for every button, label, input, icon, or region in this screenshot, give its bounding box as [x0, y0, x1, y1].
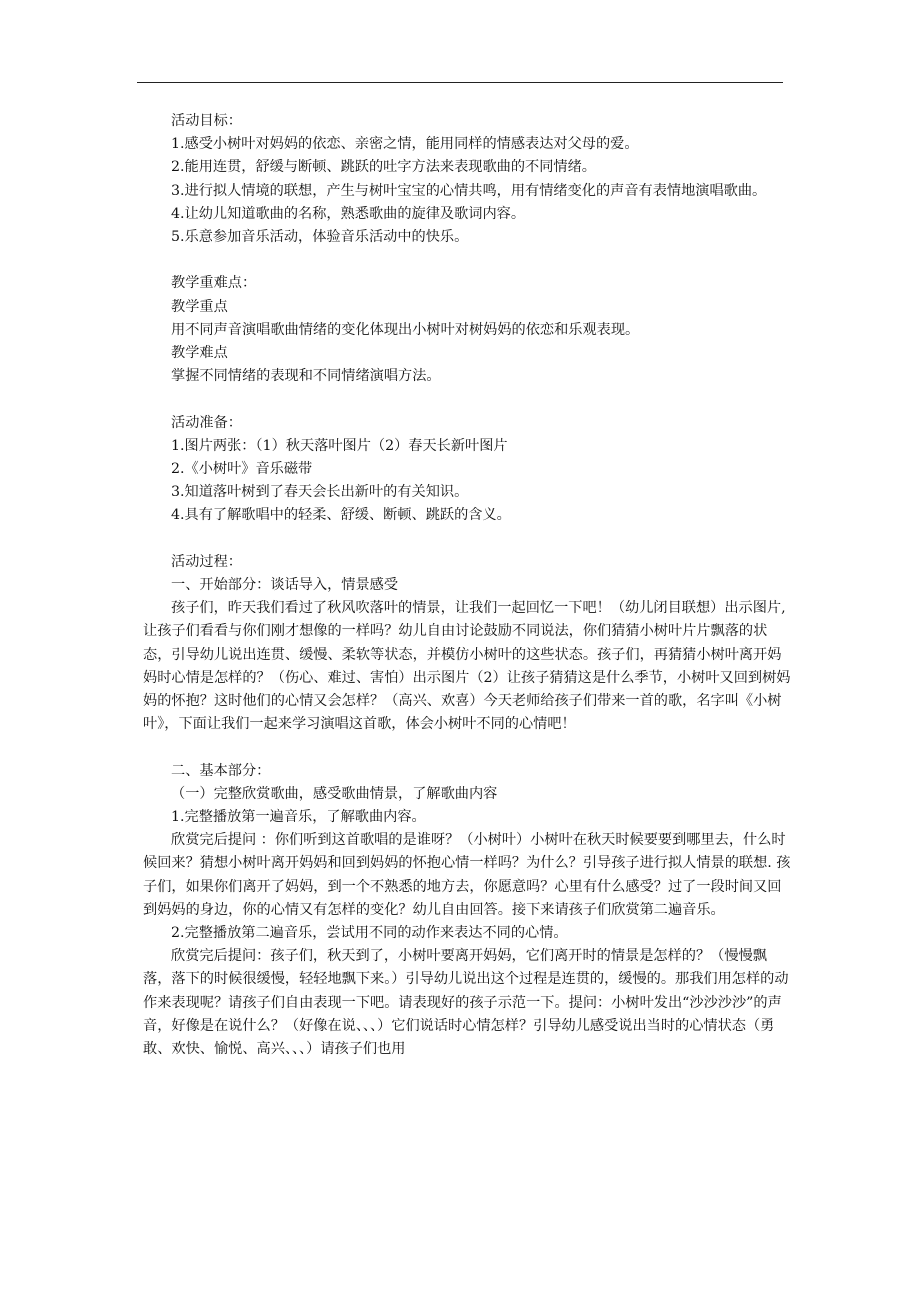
goal-item: 1.感受小树叶对妈妈的依恋、亲密之情，能用同样的情感表达对父母的爱。	[171, 136, 639, 153]
difficulty-text: 掌握不同情绪的表现和不同情绪演唱方法。	[171, 368, 441, 385]
sub1-heading: （一）完整欣赏歌曲，感受歌曲情景，了解歌曲内容	[171, 785, 498, 802]
difficulty-heading: 教学难点	[171, 345, 228, 362]
preparation-item: 1.图片两张：（1）秋天落叶图片（2）春天长新叶图片	[171, 437, 508, 454]
spacer	[143, 736, 791, 759]
goal-item: 2.能用连贯，舒缓与断顿、跳跃的吐字方法来表现歌曲的不同情绪。	[171, 159, 596, 176]
spacer	[143, 249, 791, 272]
goal-item: 4.让幼儿知道歌曲的名称，熟悉歌曲的旋律及歌词内容。	[171, 205, 526, 222]
goal-item: 5.乐意参加音乐活动，体验音乐活动中的快乐。	[171, 229, 469, 246]
document-body	[143, 110, 791, 1061]
step2-heading: 2.完整播放第二遍音乐，尝试用不同的动作来表达不同的心情。	[171, 925, 568, 942]
step1-text: 欣赏完后提问 ：你们听到这首歌唱的是谁呀？（小树叶）小树叶在秋天时候要要到哪里去，什么时候回来？猜想小树叶离开妈妈和回到妈妈的怀抱心情一样吗？为什么？引导孩子进行拟人情景的联想. 孩子们，如果你们离开了妈妈，到一个不熟悉的地方去，你愿意吗？心里有什么感受？过了一段时间又回到妈妈的身边，你的心情又有怎样的变化？幼儿自由回答。接下来请孩子们欣赏第二遍音乐。	[143, 832, 791, 918]
part1-heading: 一、开始部分：谈话导入，情景感受	[171, 577, 399, 594]
preparation-item: 4.具有了解歌唱中的轻柔、舒缓、断顿、跳跃的含义。	[171, 507, 511, 524]
spacer	[143, 388, 791, 411]
focus-text: 用不同声音演唱歌曲情绪的变化体现出小树叶对树妈妈的依恋和乐观表现。	[171, 321, 640, 338]
part1-text: 孩子们，昨天我们看过了秋风吹落叶的情景，让我们一起回忆一下吧！（幼儿闭目联想）出示图片,让孩子们看看与你们刚才想像的一样吗？幼儿自由讨论鼓励不同说法，你们猜猜小树叶片片飘落的状态，引导幼儿说出连贯、缓慢、柔软等状态，并模仿小树叶的这些状态。孩子们，再猜猜小树叶离开妈妈时心情是怎样的？（伤心、难过、害怕）出示图片（2）让孩子猜猜这是什么季节，小树叶又回到树妈妈的怀抱？这时他们的心情又会怎样？（高兴、欢喜）今天老师给孩子们带来一首的歌，名字叫《小树叶》，下面让我们一起来学习演唱这首歌，体会小树叶不同的心情吧！	[143, 600, 791, 733]
focus-heading: 教学重点	[171, 298, 228, 315]
goal-item: 3.进行拟人情境的联想，产生与树叶宝宝的心情共鸣，用有情绪变化的声音有表情地演唱歌曲。	[171, 182, 767, 199]
preparation-heading: 活动准备：	[171, 414, 242, 431]
part2-heading: 二、基本部分：	[171, 762, 271, 779]
spacer	[143, 528, 791, 551]
step1-heading: 1.完整播放第一遍音乐，了解歌曲内容。	[171, 809, 426, 826]
goals-heading: 活动目标：	[171, 113, 242, 129]
key-points-heading: 教学重难点：	[171, 275, 257, 292]
header-rule	[137, 82, 783, 83]
step2-text: 欣赏完后提问：孩子们，秋天到了，小树叶要离开妈妈，它们离开时的情景是怎样的？（慢慢飘落，落下的时候很缓慢，轻轻地飘下来。）引导幼儿说出这个过程是连贯的，缓慢的。那我们用怎样的动作来表现呢？请孩子们自由表现一下吧。请表现好的孩子示范一下。提问：小树叶发出“沙沙沙沙”的声音，好像是在说什么？（好像在说、、、）它们说话时心情怎样？引导幼儿感受说出当时的心情状态（勇敢、欢快、愉悦、高兴、、、）请孩子们也用	[143, 948, 789, 1058]
process-heading: 活动过程：	[171, 553, 242, 570]
preparation-item: 2.《小树叶》音乐磁带	[171, 461, 313, 478]
preparation-item: 3.知道落叶树到了春天会长出新叶的有关知识。	[171, 484, 469, 501]
